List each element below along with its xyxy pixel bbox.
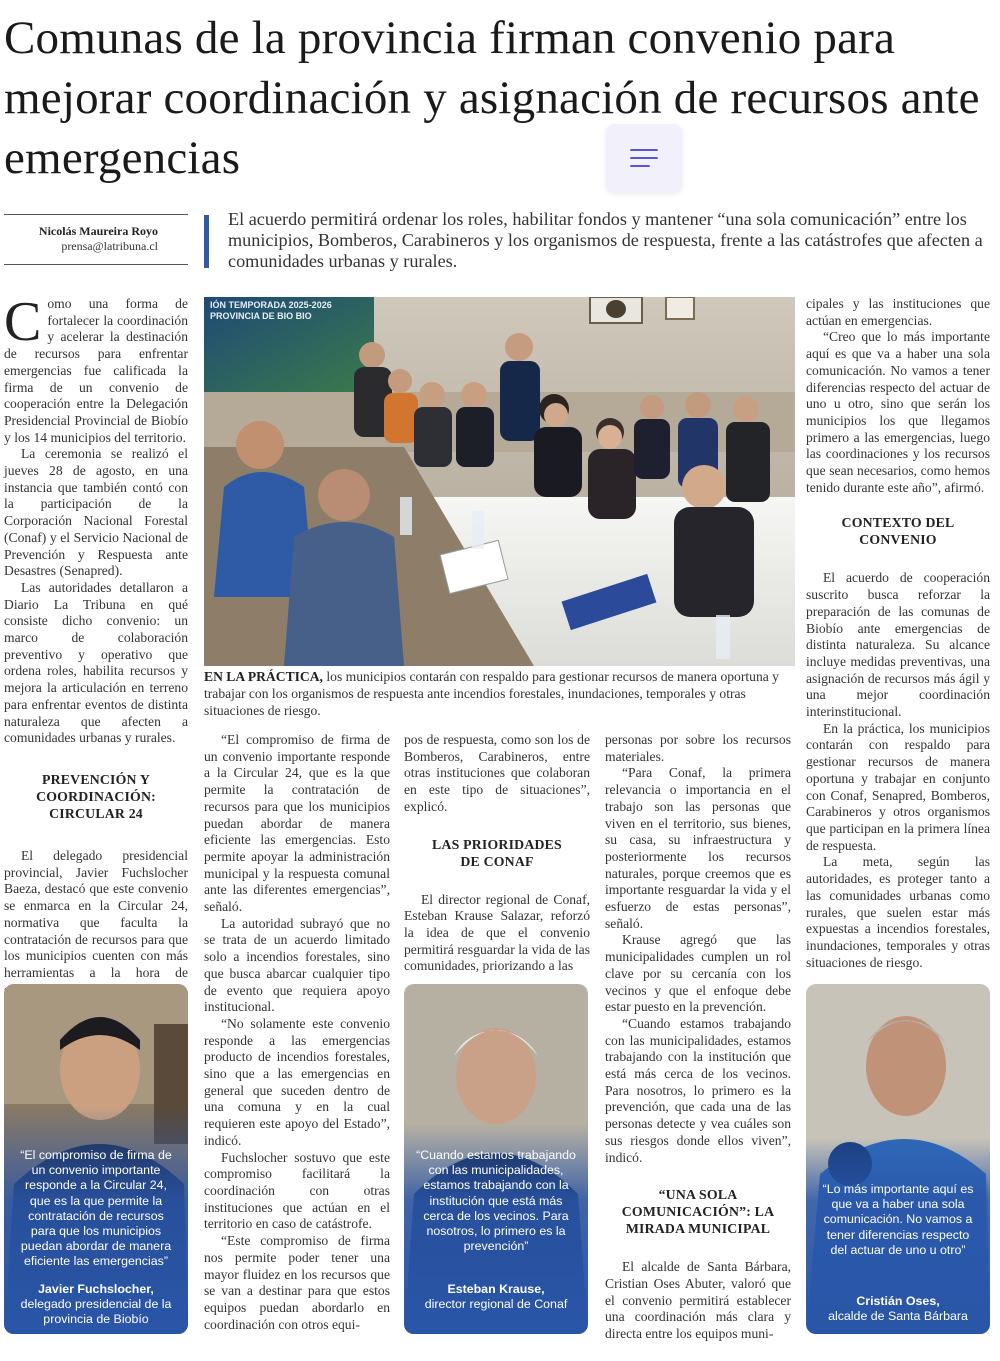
subhead-municipal: “UNA SOLA COMUNICACIÓN”: LA MIRADA MUNICIPAL [621, 1187, 775, 1237]
paragraph: “El compromiso de firma de un convenio importante responde a la Circular 24, que es la que permite la contratación de recursos para que los municipios puedan abordar de manera eficiente las emergencias. Esto permite apoyar la administración municipal y la respuesta comunal ante las diferentes emergencias”, señaló. [204, 732, 390, 915]
column-5 [806, 296, 990, 971]
portrait-credit [410, 1282, 582, 1312]
paragraph: En la práctica, los municipios contarán con respaldo para gestionar recursos de manera oportuna y trabajar en conjunto con Conaf, Senapred, Bomberos, Carabineros y otros organismos que participan en la primera línea de respuesta. [806, 720, 990, 853]
portrait-quote: “Lo más importante aquí es que va a haber una sola comunicación. No vamos a tener diferencias respecto del actuar de uno u otro” [822, 1182, 974, 1257]
slide-text-line-1: IÓN TEMPORADA 2025-2026 [210, 300, 332, 310]
paragraph: Fuchslocher sostuvo que este compromiso facilitará la coordinación con otras instituciones que actúan en el territorio en caso de catástrofe. [204, 1149, 390, 1232]
paragraph: “No solamente este convenio responde a las emergencias producto de incendios forestales, sino que a las emergencias en general que suceden dentro de una comuna y en la cual requieren este apoyo del Estado”, indicó. [204, 1015, 390, 1148]
column-2 [204, 732, 390, 1333]
portrait-name: Cristián Oses, [856, 1294, 940, 1308]
paragraph: El delegado presidencial provincial, Javier Fuchslocher Baeza, destacó que este convenio se enmarca en la Circular 24, normativa que faculta la contratación de recursos para que los municipios cuenten con más herramientas a la hora de [4, 847, 188, 980]
byline-email[interactable]: prensa@latribuna.cl [61, 239, 158, 253]
hamburger-menu-icon-line-short [630, 165, 650, 167]
headline: Comunas de la provincia firman convenio para mejorar coordinación y asignación de recursos ante emergencias [4, 12, 980, 184]
portrait-oses-image [806, 984, 990, 1334]
caption-text: los municipios contarán con respaldo para gestionar recursos de manera oportuna y trabajar con los organismos de respuesta ante incendios forestales, inundaciones, temporales y otras situaciones de riesgo. [204, 669, 779, 718]
paragraph: La ceremonia se realizó el jueves 28 de agosto, en una instancia que también contó con la participación de la Corporación Nacional Forestal (Conaf) y el Servicio Nacional de Prevención y Respuesta ante Desastres (Senapred). [4, 446, 188, 579]
byline-author: Nicolás Maureira Royo [38, 224, 158, 238]
meeting-photo-illustration [204, 297, 795, 666]
paragraph: personas por sobre los recursos materiales. [605, 732, 791, 764]
paragraph: “Este compromiso de firma nos permite poder tener una mayor fluidez en los recursos que se van a destinar para que estos equipos puedan abordarlo en coordinación con otros equi- [204, 1233, 390, 1332]
paragraph: Krause agregó que las municipalidades cumplen un rol clave por su cercanía con los vecinos y que el enfoque debe estar puesto en la prevención. [605, 932, 791, 1015]
portrait-role: alcalde de Santa Bárbara [828, 1309, 968, 1323]
subhead-conaf: LAS PRIORIDADES DE CONAF [432, 836, 562, 869]
paragraph: El director regional de Conaf, Esteban Krause Salazar, reforzó la idea de que el convenio permitirá resguardar la vida de las comunidades, priorizando a las [404, 891, 590, 974]
portrait-credit [812, 1294, 984, 1324]
photo-caption [204, 669, 794, 719]
column-4 [605, 732, 791, 1343]
portrait-fuchslocher [4, 984, 188, 1334]
main-photo [204, 297, 795, 666]
portrait-name: Esteban Krause, [447, 1282, 545, 1296]
portrait-credit [10, 1282, 182, 1327]
caption-lead: EN LA PRÁCTICA, [204, 669, 323, 684]
hamburger-menu-icon [630, 149, 658, 151]
lead-accent-bar [204, 215, 209, 268]
paragraph: La meta, según las autoridades, es proteger tanto a las comunidades urbanas como rurales, que suelen estar más expuestas a incendios forestales, inundaciones, temporales y otras situaciones de riesgo. [806, 854, 990, 970]
column-3 [404, 732, 590, 975]
menu-button[interactable] [606, 124, 682, 192]
portrait-role: delegado presidencial de la provincia de Biobío [20, 1297, 172, 1326]
column-1 [4, 291, 188, 998]
lead-paragraph: El acuerdo permitirá ordenar los roles, habilitar fondos y mantener “una sola comunicación” entre los municipios, Bomberos, Carabineros y los organismos de respuesta, frente a las catástrofes que afecten a comunidades urbanas y rurales. [228, 209, 983, 271]
subhead-prevencion: PREVENCIÓN Y COORDINACIÓN: CIRCULAR 24 [36, 771, 156, 821]
portrait-quote: “El compromiso de firma de un convenio importante responde a la Circular 24, que es la que permite la contratación de recursos para que los municipios puedan abordar de manera eficiente las emergencias” [20, 1148, 172, 1269]
portrait-role: director regional de Conaf [424, 1297, 568, 1311]
paragraph: “Para Conaf, la primera relevancia o importancia en el trabajo son las personas que viven en el territorio, sus bienes, su casa, su infraestructura y posteriormente los recursos naturales, porque creemos que es importante resguardar la vida y el esfuerzo de estas personas”, señaló. [605, 765, 791, 931]
byline [4, 214, 188, 265]
portrait-name: Javier Fuchslocher, [38, 1282, 154, 1296]
drop-cap: C [4, 291, 42, 353]
paragraph: “Cuando estamos trabajando con las municipalidades, estamos trabajando con la institución que está más cerca de los vecinos. Para nosotros, lo primero es la prevención, que cada una de las personas detecte y vea cuáles son sus riesgos donde ellos viven”, indicó. [605, 1015, 791, 1165]
portrait-quote: “Cuando estamos trabajando con las municipalidades, estamos trabajando con la institución que está más cerca de los vecinos. Para nosotros, lo primero es la prevención” [416, 1148, 576, 1254]
paragraph: La autoridad subrayó que no se trata de un acuerdo limitado solo a incendios forestales, sino que busca abarcar cualquier tipo de evento que requiera apoyo institucional. [204, 915, 390, 1015]
portrait-krause [404, 984, 588, 1334]
paragraph: Las autoridades detallaron a Diario La Tribuna en qué consiste dicho convenio: un marco de colaboración preventivo y operativo que ordena roles, habilita recursos y mejora la articulación en terreno para enfrentar eventos de distinta naturaleza que afecten a comunidades urbanas y rurales. [4, 579, 188, 746]
subhead-contexto: CONTEXTO DEL CONVENIO [841, 515, 955, 548]
paragraph: El acuerdo de cooperación suscrito busca reforzar la preparación de las comunas de Biobío ante emergencias de distinta naturaleza. Su alcance incluye medidas preventivas, una asignación de recursos más ágil y una mejor coordinación interinstitucional. [806, 570, 990, 720]
paragraph: Como una forma de fortalecer la coordinación y acelerar la destinación de recursos para enfrentar emergencias fue calificada la firma de un convenio de cooperación entre la Delegación Presidencial Provincial de Biobío y los 14 municipios del territorio. [4, 291, 188, 445]
paragraph: pos de respuesta, como son los de Bomberos, Carabineros, entre otras instituciones que colaboran en este tipo de situaciones”, explicó. [404, 732, 590, 814]
portrait-oses [806, 984, 990, 1334]
paragraph: cipales y las instituciones que actúan en emergencias. [806, 296, 990, 328]
slide-text-line-2: PROVINCIA DE BIO BIO [210, 311, 312, 321]
paragraph: “Creo que lo más importante aquí es que va a haber una sola comunicación. No vamos a tener diferencias respecto del actuar de uno u otro, sino que serán los municipios los que llegamos primero a las emergencias, luego las coordinaciones y los recursos que sean necesarios, como hemos tenido durante este año”, afirmó. [806, 329, 990, 495]
hamburger-menu-icon-line [630, 157, 658, 159]
paragraph: El alcalde de Santa Bárbara, Cristian Oses Abuter, valoró que el convenio permitirá establecer una coordinación más clara y directa entre los equipos muni- [605, 1259, 791, 1342]
